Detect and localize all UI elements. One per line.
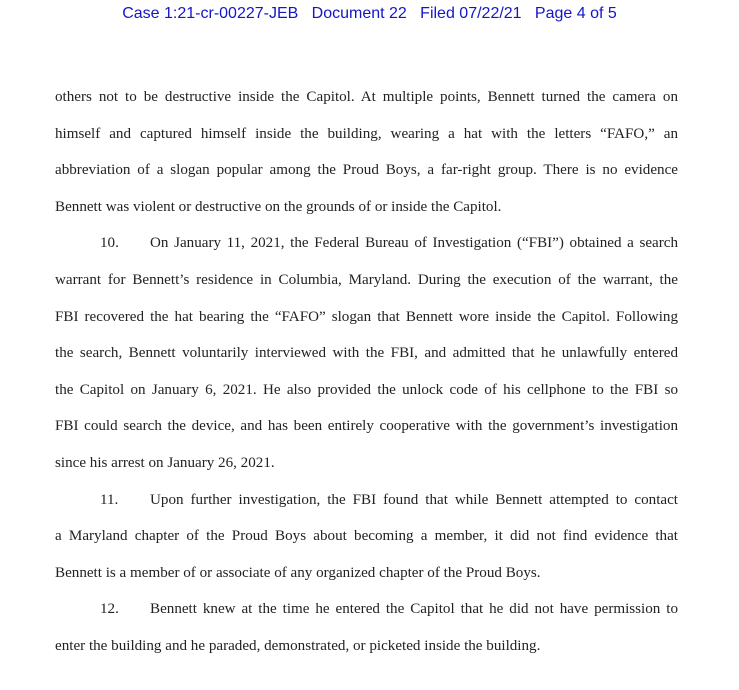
- text-line: the search, Bennett voluntarily interviewed with the FBI, and admitted that he unlawfully entered: [55, 345, 678, 362]
- text-line: since his arrest on January 26, 2021.: [55, 454, 275, 471]
- paragraph-10: [55, 225, 678, 481]
- text-line: abbreviation of a slogan popular among the Proud Boys, a far-right group. There is no evidence: [55, 162, 678, 179]
- text-line: warrant for Bennett’s residence in Columbia, Maryland. During the execution of the warrant, the: [55, 271, 678, 288]
- text-line-content: On January 11, 2021, the Federal Bureau of Investigation (“FBI”) obtained a search: [150, 235, 678, 252]
- filed-date: Filed 07/22/21: [420, 5, 522, 22]
- text-line: [55, 225, 678, 262]
- text-line: the Capitol on January 6, 2021. He also provided the unlock code of his cellphone to the FBI so: [55, 381, 678, 398]
- page-indicator: Page 4 of 5: [534, 5, 617, 22]
- text-line: FBI recovered the hat bearing the “FAFO” slogan that Bennett wore inside the Capitol. Following: [55, 308, 678, 325]
- text-line: Bennett is a member of or associate of any organized chapter of the Proud Boys.: [55, 564, 541, 581]
- text-line: enter the building and he paraded, demonstrated, or picketed inside the building.: [55, 637, 541, 654]
- document-number: Document 22: [311, 5, 407, 22]
- text-line: Bennett was violent or destructive on the grounds of or inside the Capitol.: [55, 198, 502, 215]
- document-body: [55, 79, 678, 665]
- paragraph-12: [55, 591, 678, 664]
- case-number: Case 1:21-cr-00227-JEB: [122, 5, 299, 22]
- paragraph-continuation: [55, 79, 678, 225]
- case-header: [0, 5, 739, 23]
- text-line-content: Upon further investigation, the FBI found that while Bennett attempted to contact: [150, 491, 678, 508]
- text-line: others not to be destructive inside the Capitol. At multiple points, Bennett turned the camera on: [55, 89, 678, 105]
- text-line: [55, 591, 678, 628]
- paragraph-number: 11.: [100, 491, 119, 508]
- paragraph-number: 12.: [100, 601, 119, 618]
- paragraph-number: 10.: [100, 235, 119, 252]
- text-line: FBI could search the device, and has been entirely cooperative with the government’s investigation: [55, 418, 678, 435]
- text-line: a Maryland chapter of the Proud Boys about becoming a member, it did not find evidence that: [55, 528, 678, 545]
- text-line: [55, 482, 678, 519]
- paragraph-11: [55, 482, 678, 592]
- text-line: himself and captured himself inside the building, wearing a hat with the letters “FAFO,” an: [55, 125, 678, 142]
- text-line-content: Bennett knew at the time he entered the Capitol that he did not have permission to: [150, 601, 678, 618]
